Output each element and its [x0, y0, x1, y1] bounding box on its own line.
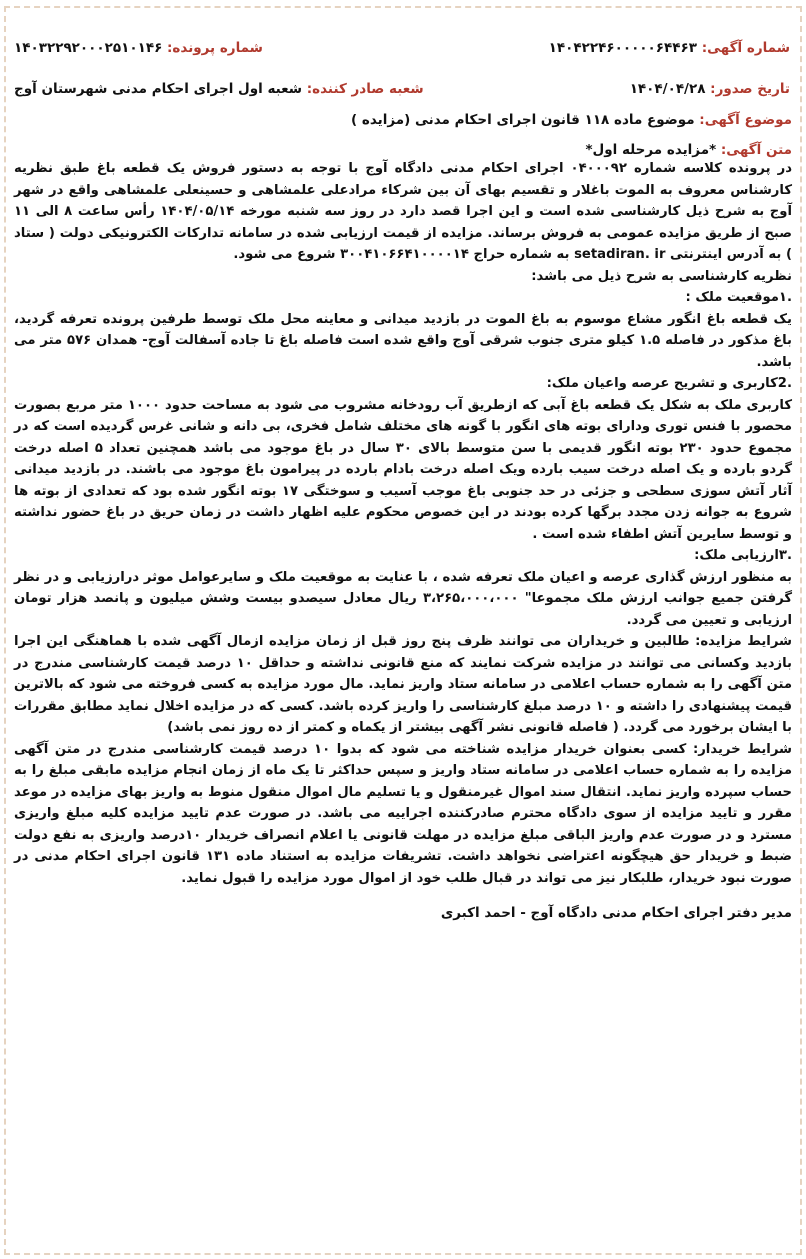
notice-text-heading: [14, 142, 792, 158]
ad-number-label: شماره آگهی:: [701, 40, 790, 56]
location-title: .۱موقعیت ملک :: [685, 290, 792, 305]
ad-number-value: ۱۴۰۴۲۲۴۶۰۰۰۰۰۶۴۴۶۳: [548, 40, 697, 56]
issuer-value: شعبه اول اجرای احکام مدنی شهرستان آوج: [14, 81, 303, 97]
file-number: [14, 40, 263, 56]
expert-intro: نظریه کارشناسی به شرح ذیل می باشد:: [531, 268, 792, 284]
intro-paragraph: در پرونده کلاسه شماره ۰۴۰۰۰۹۲ اجرای احکام مدنی دادگاه آوج با توجه به دستور فروش یک قطعه باغ طبق نظریه کارشناس معروف به الموت باغلار و تقسیم بهای آن بین شرکاء مرادعلی علمشاهی و حسینعلی علمشاهی واقع در شهر آوج به شرح ذیل کارشناسی شده است و این اجرا قصد دارد در روز سه شنبه مورخه ۱۴۰۴/۰۵/۱۴ رأس ساعت ۸ الی ۱۱ صبح از طریق مزایده عمومی به فروش برساند. مزایده از قیمت ارزیابی شده در سامانه تدارکات الکترونیکی دولت ( ستاد ) به آدرس اینترنتی setadiran. ir به شماره حراج ۳۰۰۴۱۰۶۶۴۱۰۰۰۰۱۴ شروع می شود.: [14, 161, 792, 262]
ad-text-label: متن آگهی:: [720, 142, 792, 158]
usage-title: .2کاربری و تشریح عرصه واعیان ملک:: [546, 376, 792, 391]
issue-date-label: تاریخ صدور:: [710, 81, 790, 97]
auction-terms: شرایط مزایده: طالبین و خریداران می توانند ظرف پنج روز قبل از زمان مزایده ازمال آگهی شده با هماهنگی این اجرا بازدید وکسانی می توانند در مزایده شرکت نمایند که منع قانونی نداشته و حداقل ۱۰ درصد قیمت کارشناسی مندرج در متن آگهی را به شماره حساب اعلامی در سامانه ستاد واریز نماید. مال مورد مزایده به کسی فروخته می شود که بالاترین قیمت پیشنهادی را داشته و ۱۰ درصد مبلغ کارشناسی را واریز کرده باشد. کسی که در مزایده اخلال نماید مطابق مقررات با ایشان برخورد می گردد. ( فاصله قانونی نشر آگهی بیشتر از یکماه و کمتر از ده روز نمی باشد): [14, 634, 792, 735]
issue-date-value: ۱۴۰۴/۰۴/۲۸: [629, 81, 706, 97]
issue-date: [630, 81, 790, 97]
buyer-terms: شرایط خریدار: کسی بعنوان خریدار مزایده شناخته می شود که بدوا ۱۰ درصد قیمت کارشناسی مندرج در متن آگهی مزایده را به شماره حساب اعلامی در سامانه ستاد واریز و سپس حداکثر تا یک ماه از زمان انجام مزایده مابقی مبلغ را به حساب سپرده واریز نماید. انتقال سند اموال غیرمنقول و یا تسلیم مال اموال منقول منوط به واریز بهای مزایده در موعد مقرر و تایید مزایده از سوی دادگاه محترم صادرکننده اجراییه می باشد. در صورت عدم تایید مزایده کلیه مبلغ واریزی مسترد و در صورت عدم واریز الباقی مبلغ مزایده در مهلت قانونی یا اعلام انصراف خریدار ۱۰درصد واریزی به نفع دولت ضبط و خریدار حق هیچگونه اعتراضی نخواهد داشت. تشریفات مزایده به استناد ماده ۱۳۱ قانون اجرای احکام مدنی در صورت نبود خریدار، طلبکار نیز می تواند در قبال طلب خود از اموال مورد مزایده را قبول نماید.: [14, 741, 793, 886]
notice-header: [14, 10, 792, 104]
issuer-label: شعبه صادر کننده:: [306, 81, 424, 97]
signature: مدیر دفتر اجرای احکام مدنی دادگاه آوج - احمد اکبری: [440, 905, 792, 921]
notice-body: [14, 158, 792, 889]
location-text: یک قطعه باغ انگور مشاع موسوم به باغ الموت در بازدید میدانی و معاینه محل ملک توسط طرفین پرونده تعرفه گردید، باغ مذکور در فاصله ۱.۵ کیلو متری جنوب شرقی آوج واقع شده است فاصله باغ تا جاده آسفالت آوج- همدان ۵۷۶ متر می باشد.: [14, 311, 792, 370]
issuer: [14, 81, 424, 97]
subject-value: موضوع ماده ۱۱۸ قانون اجرای احکام مدنی (مزایده ): [351, 112, 695, 128]
file-number-value: ۱۴۰۳۲۲۹۲۰۰۰۲۵۱۰۱۴۶: [14, 40, 163, 56]
usage-text: کاربری ملک به شکل یک قطعه باغ آبی که ازطریق آب رودخانه مشروب می شود به مساحت حدود ۱۰۰۰ متر مربع بصورت محصور با فنس توری ودارای بوته های انگور با گونه های مختلف شامل فخری، بی دانه و شانی غرس گردیده است که در مجموع حدود ۲۳۰ بوته انگور قدیمی با سن متوسط بالای ۳۰ سال در باغ موجود می باشد همچنین تعداد ۵ اصله درخت گردو بارده و یک اصله درخت سیب بارده ویک اصله درخت بادام بارده در پیرامون باغ موجود می باشند. در بازدید میدانی آثار آتش سوزی سطحی و جزئی در حد جنوبی باغ موجب آسیب و سوختگی ۱۷ بوته انگور شده بود که تعدادی از بوته ها شروع به جوانه زدن مجدد برگها کرده بودند در این خصوص محکوم علیه اظهار داشت در زمان حریق در باغ حضور نداشته و توسط سایرین آتش اطفاء شده است .: [14, 397, 792, 542]
ad-text-title: *مزایده مرحله اول*: [585, 142, 717, 158]
valuation-text: به منظور ارزش گذاری عرصه و اعیان ملک تعرفه شده ، با عنایت به موقعیت ملک و سایرعوامل موثر درارزیابی و در نظر گرفتن جمیع جوانب ارزش ملک مجموعا" ۳،۲۶۵،۰۰۰،۰۰۰ ریال معادل سیصدو بیست وشش میلیون و پانصد هزار تومان ارزیابی و تعیین می گردد.: [14, 569, 792, 628]
subject-label: موضوع آگهی:: [699, 112, 792, 128]
file-number-label: شماره پرونده:: [167, 40, 263, 56]
ad-number: [549, 40, 790, 56]
valuation-title: .۳ارزیابی ملک:: [694, 548, 792, 563]
notice-subject: [14, 112, 792, 128]
